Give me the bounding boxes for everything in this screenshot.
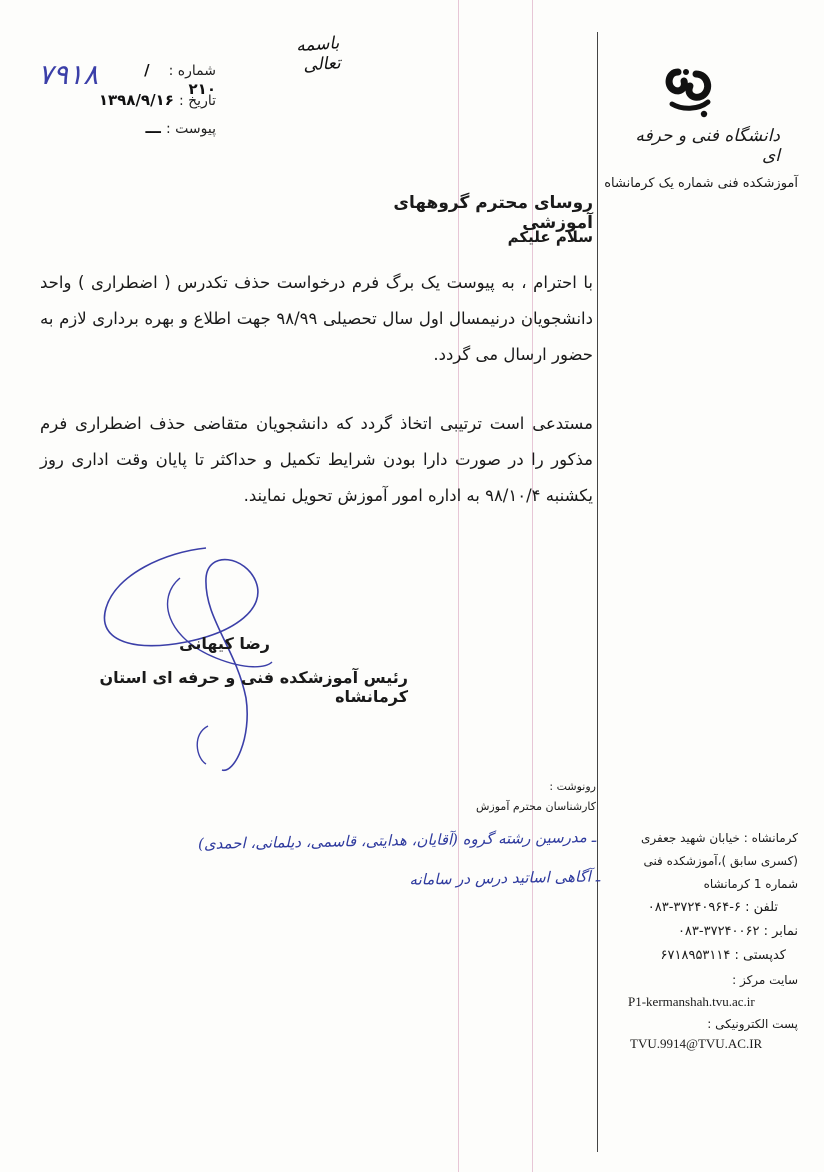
- letter-greeting: سلام علیکم: [507, 228, 593, 246]
- contact-fax: نمابر : ۳۷۲۴۰۰۶۲-۰۸۳: [677, 924, 798, 939]
- handwritten-cc-note-2: ـ آگاهی اساتید درس در سامانه: [409, 867, 601, 889]
- scan-artifact-line: [532, 0, 533, 1172]
- scan-artifact-line: [458, 0, 459, 1172]
- university-logo: [660, 64, 720, 120]
- bismillah: باسمه تعالی: [295, 33, 342, 76]
- body-paragraph-1: با احترام ، به پیوست یک برگ فرم درخواست حذف تکدرس ( اضطراری ) واحد دانشجویان درنیمسال اول سال تحصیلی ۹۸/۹۹ جهت اطلاع و بهره برداری لازم به حضور ارسال می گردد.: [40, 273, 593, 364]
- university-logo-icon: [660, 64, 720, 120]
- column-divider: [597, 32, 598, 1152]
- number-label: شماره :: [168, 63, 216, 79]
- contact-address-1: کرمانشاه : خیابان شهید جعفری: [640, 831, 798, 845]
- date-value: ۱۳۹۸/۹/۱۶: [98, 91, 174, 109]
- contact-address-3: شماره 1 کرمانشاه: [703, 877, 798, 891]
- letter-date: [94, 90, 216, 109]
- attachment-label: پیوست :: [166, 121, 216, 137]
- contact-site-link[interactable]: P1-kermanshah.tvu.ac.ir: [628, 994, 755, 1009]
- college-name: آموزشکده فنی شماره یک کرمانشاه: [604, 176, 798, 191]
- contact-phone: تلفن : ۶-۳۷۲۴۰۹۶۴-۰۸۳: [647, 900, 778, 915]
- letter-attachment: [134, 118, 216, 137]
- body-paragraph-2: مستدعی است ترتیبی اتخاذ گردد که دانشجویان متقاضی حذف اضطراری فرم مذکور را در صورت دارا بودن شرایط تکمیل و حداکثر تا پایان وقت اداری روز یکشنبه ۹۸/۱۰/۴ به اداره امور آموزش تحویل نمایند.: [40, 414, 593, 505]
- handwritten-cc-note-1: ـ مدرسین رشته گروه (آقایان، هدایتی، قاسمی، دیلمانی، احمدی): [197, 827, 597, 853]
- university-name: دانشگاه فنی و حرفه ای: [635, 126, 780, 166]
- number-value: /۲۱۰: [144, 61, 216, 98]
- cc-label: رونوشت :: [549, 780, 596, 793]
- contact-email-link[interactable]: TVU.9914@TVU.AC.IR: [630, 1036, 763, 1051]
- letter-recipient: روسای محترم گروههای آموزشی: [393, 193, 593, 233]
- attachment-value: ـــ: [145, 119, 161, 137]
- handwritten-letter-number: ۷۹۱۸: [38, 58, 99, 91]
- signatory-title: رئیس آموزشکده فنی و حرفه ای استان کرمانشاه: [99, 668, 408, 706]
- cc-recipient: کارشناسان محترم آموزش: [476, 800, 596, 813]
- signatory-name: رضا کیهانی: [179, 634, 270, 653]
- date-label: تاریخ :: [178, 93, 216, 109]
- contact-site-label: سایت مرکز :: [732, 973, 798, 987]
- contact-email-label: پست الکترونیکی :: [707, 1017, 798, 1031]
- contact-address-2: (کسری سابق )،آموزشکده فنی: [643, 854, 798, 868]
- contact-postal-code: کدپستی : ۶۷۱۸۹۵۳۱۱۴: [660, 948, 786, 963]
- handwritten-signature: [96, 538, 286, 778]
